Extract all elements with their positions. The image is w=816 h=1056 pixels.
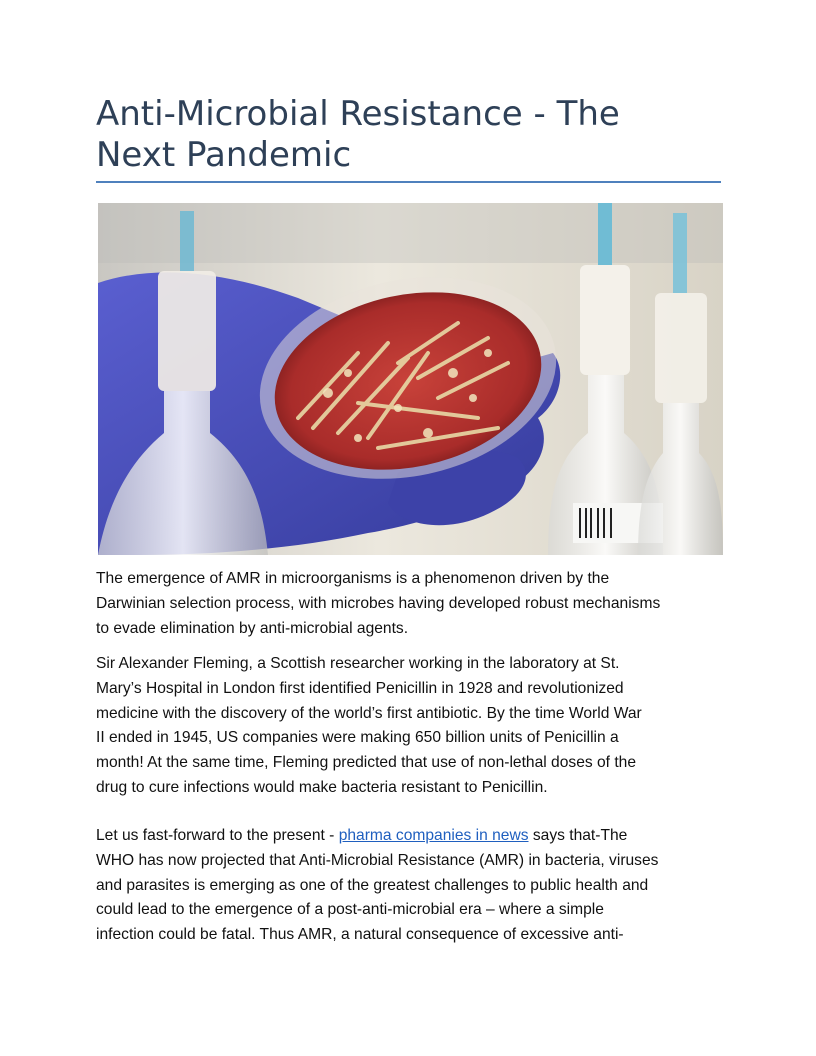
paragraph-who-projection [96,824,721,948]
page-title [96,94,721,176]
text-line: drug to cure infections would make bacteria resistant to Penicillin. [96,778,548,796]
paragraph-amr-emergence [96,567,721,641]
text-line: infection could be fatal. Thus AMR, a natural consequence of excessive anti- [96,926,624,944]
text-line: to evade elimination by anti-microbial agents. [96,619,409,637]
text-line: Darwinian selection process, with microbes having developed robust mechanisms [96,594,661,612]
petri-dish-illustration [98,203,723,555]
title-underline [96,181,721,183]
text-line [96,824,721,849]
text-line: WHO has now projected that Anti-Microbial Resistance (AMR) in bacteria, viruses [96,851,659,869]
pharma-news-link[interactable]: pharma companies in news [338,827,529,844]
text-line: month! At the same time, Fleming predicted that use of non-lethal doses of the [96,754,637,772]
paragraph-fleming [96,652,721,801]
text-line: II ended in 1945, US companies were making 650 billion units of Penicillin a [96,729,619,747]
text-line: Mary’s Hospital in London first identified Penicillin in 1928 and revolutionized [96,679,624,697]
text-line: medicine with the discovery of the world’s first antibiotic. By the time World War [96,704,642,722]
text-line: Sir Alexander Fleming, a Scottish researcher working in the laboratory at St. [96,655,620,672]
title-line-1: Anti-Microbial Resistance - The [96,94,620,134]
text-line: and parasites is emerging as one of the greatest challenges to public health and [96,876,649,894]
text-line: could lead to the emergence of a post-anti-microbial era – where a simple [96,901,604,919]
text-line: The emergence of AMR in microorganisms is a phenomenon driven by the [96,570,610,587]
title-line-2: Next Pandemic [96,135,352,175]
lab-photo [98,203,723,555]
text-segment: says that-The [528,827,628,844]
text-segment: Let us fast-forward to the present - [96,827,339,844]
